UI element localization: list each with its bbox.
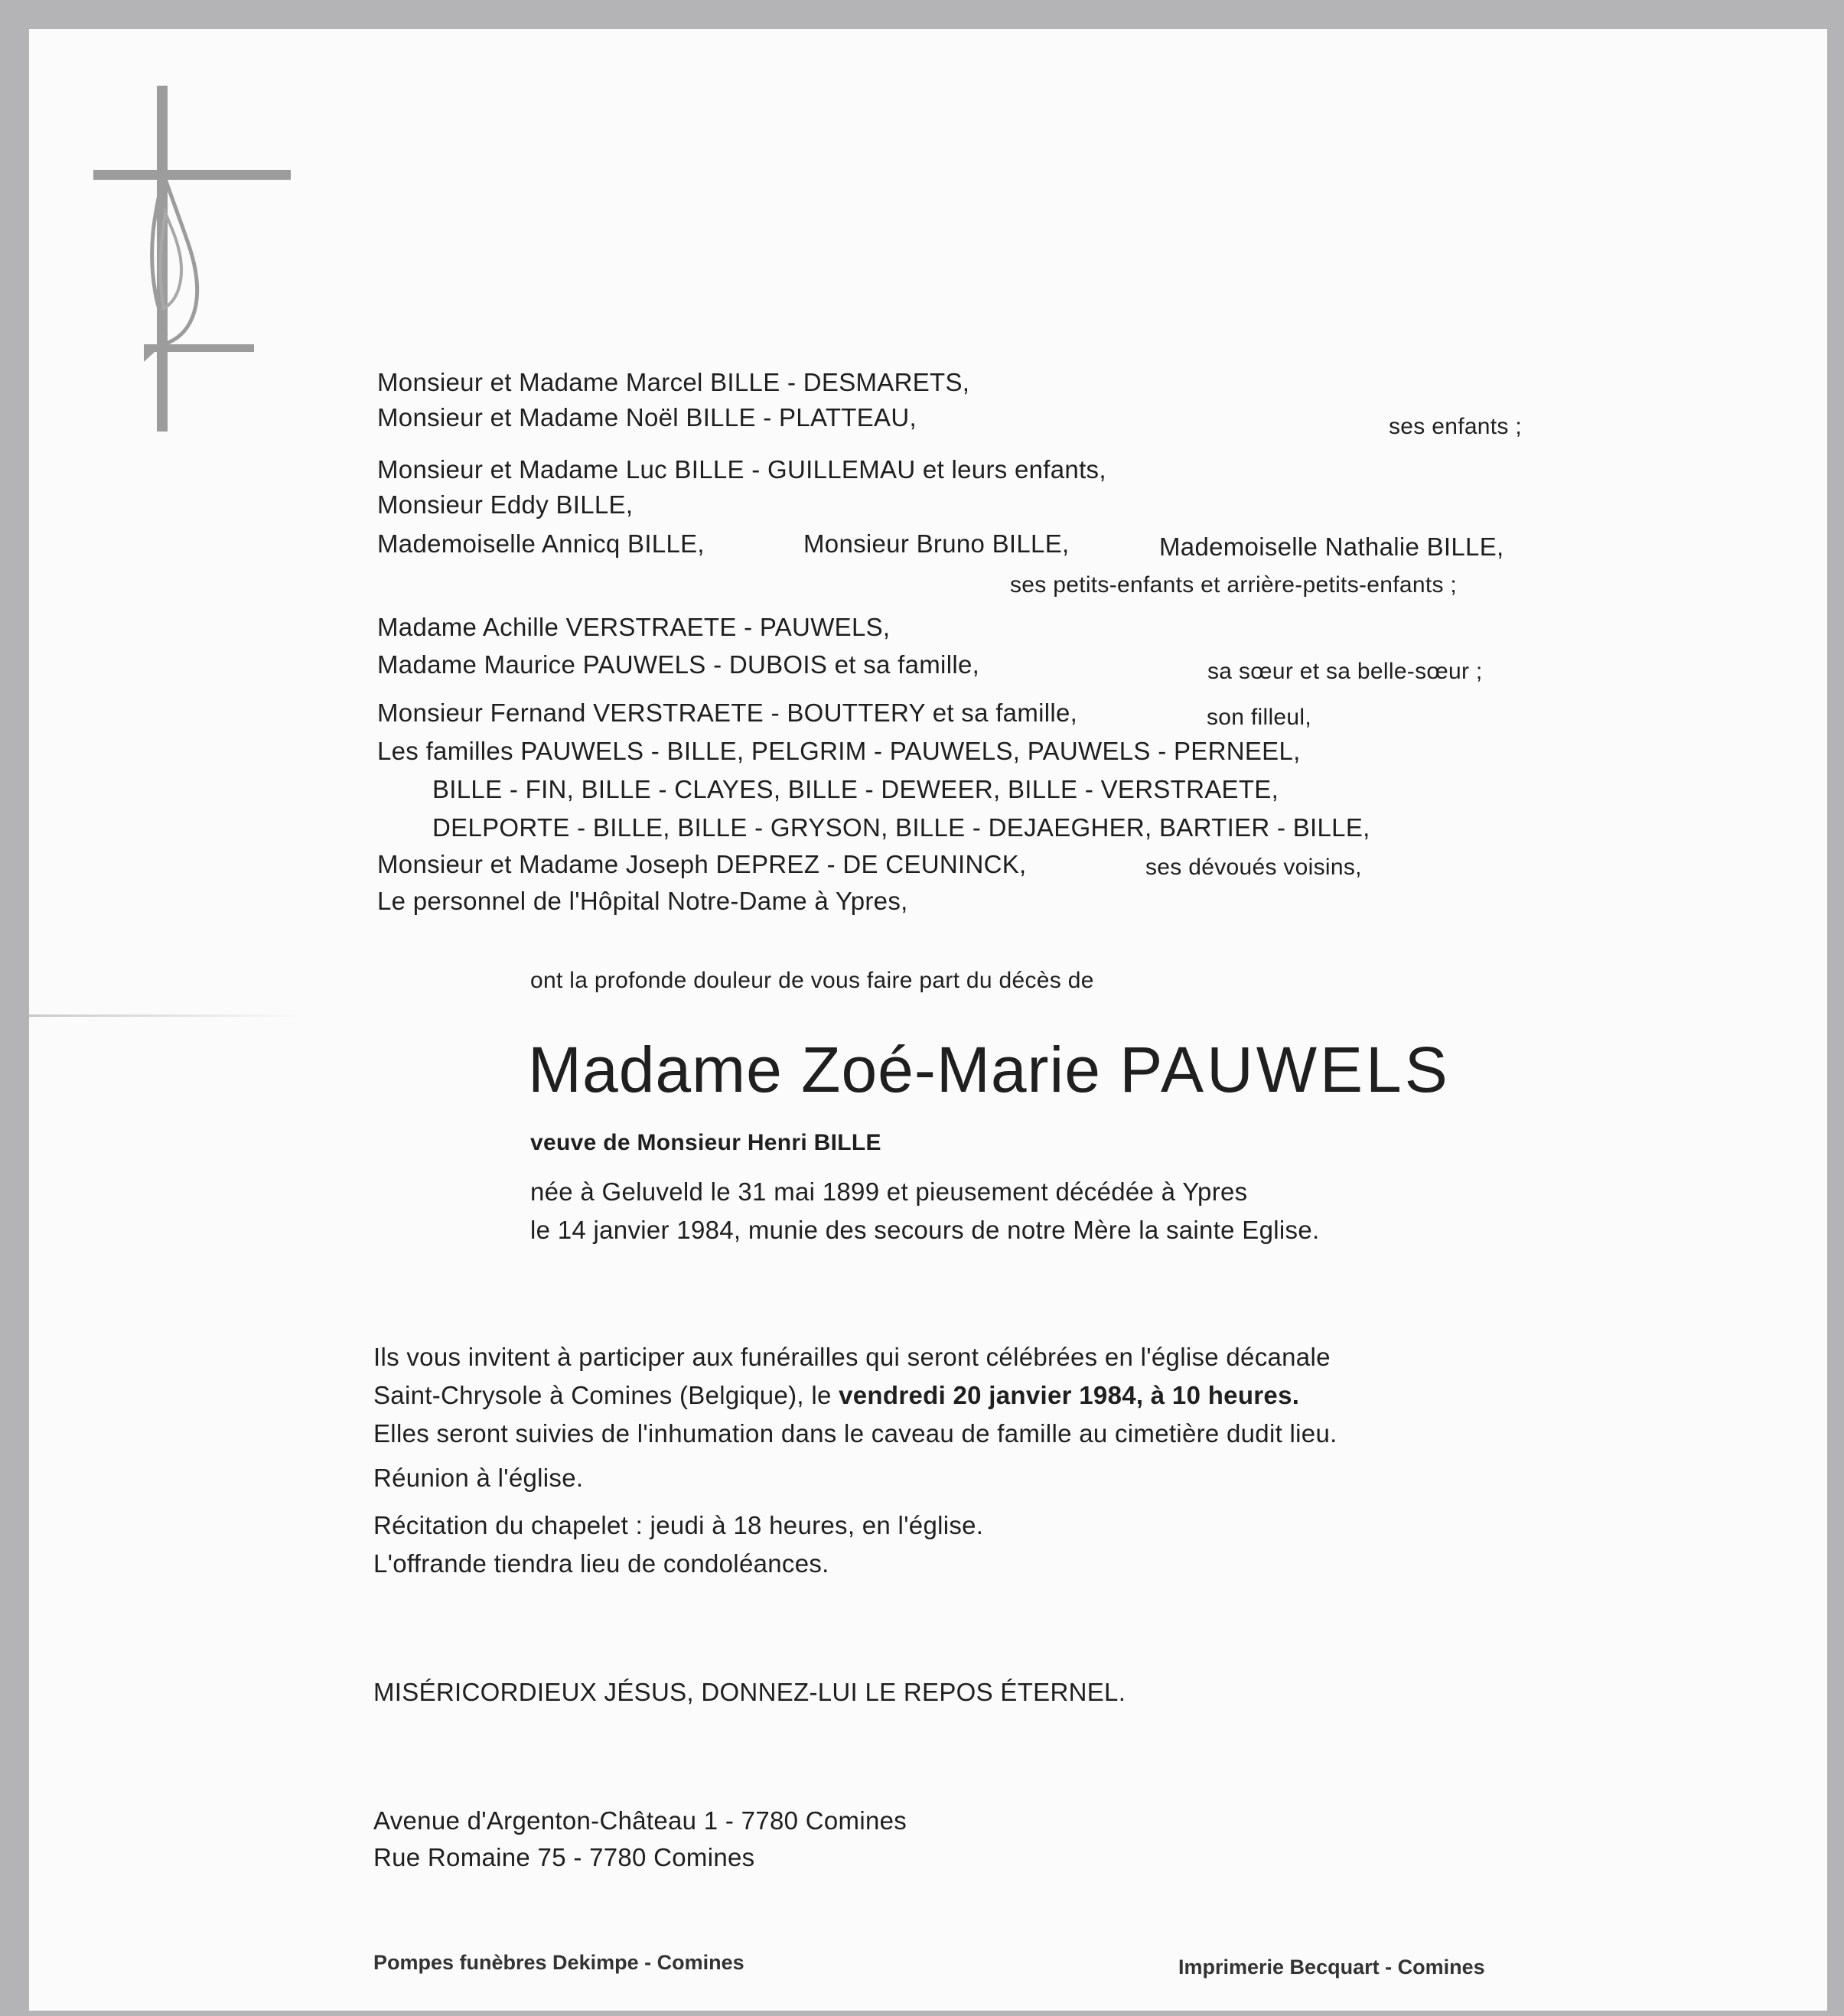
funeral-line: L'offrande tiendra lieu de condoléances. (373, 1549, 829, 1578)
family-line: Les familles PAUWELS - BILLE, PELGRIM - PAUWELS, PAUWELS - PERNEEL, (377, 737, 1301, 765)
family-line: Madame Maurice PAUWELS - DUBOIS et sa famille, (377, 650, 980, 679)
family-line: Monsieur et Madame Marcel BILLE - DESMARETS, (377, 368, 970, 396)
funeral-place: Saint-Chrysole à Comines (Belgique), le (373, 1381, 839, 1409)
relation-godson: son filleul, (1207, 705, 1312, 730)
address-line: Rue Romaine 75 - 7780 Comines (373, 1843, 755, 1871)
widow-line: veuve de Monsieur Henri BILLE (530, 1130, 881, 1155)
prayer: MISÉRICORDIEUX JÉSUS, DONNEZ-LUI LE REPOS ÉTERNEL. (373, 1678, 1126, 1706)
family-line: Monsieur Bruno BILLE, (803, 529, 1070, 558)
family-line: Madame Achille VERSTRAETE - PAUWELS, (377, 613, 891, 641)
funeral-line: Elles seront suivies de l'inhumation dans le caveau de famille au cimetière dudit lieu. (373, 1419, 1337, 1448)
relation-neighbours: ses dévoués voisins, (1145, 855, 1362, 880)
family-line: Mademoiselle Annicq BILLE, (377, 529, 705, 558)
printer-credit: Imprimerie Becquart - Comines (1178, 1956, 1485, 1979)
family-line: Monsieur et Madame Joseph DEPREZ - DE CEUNINCK, (377, 850, 1027, 878)
family-line: Monsieur Eddy BILLE, (377, 490, 634, 519)
funeral-date: vendredi 20 janvier 1984, à 10 heures. (839, 1381, 1300, 1409)
relation-children: ses enfants ; (1389, 414, 1522, 439)
funeral-card (29, 29, 1827, 2011)
relation-grandchildren: ses petits-enfants et arrière-petits-enfants ; (1010, 572, 1458, 598)
flame-icon (139, 144, 254, 366)
family-line: Monsieur Fernand VERSTRAETE - BOUTTERY et sa famille, (377, 699, 1078, 727)
family-line: Mademoiselle Nathalie BILLE, (1159, 532, 1504, 561)
relation-sister: sa sœur et sa belle-sœur ; (1207, 659, 1483, 684)
funeral-line: Récitation du chapelet : jeudi à 18 heures, en l'église. (373, 1511, 984, 1539)
funeral-line: Ils vous invitent à participer aux funérailles qui seront célébrées en l'église décanale (373, 1343, 1331, 1371)
address-line: Avenue d'Argenton-Château 1 - 7780 Comines (373, 1806, 907, 1835)
announcement: ont la profonde douleur de vous faire part du décès de (530, 968, 1094, 993)
deceased-name (528, 1031, 1451, 1108)
family-line: Monsieur et Madame Luc BILLE - GUILLEMAU et leurs enfants, (377, 455, 1106, 484)
funeral-line: Réunion à l'église. (373, 1464, 584, 1492)
family-line: Le personnel de l'Hôpital Notre-Dame à Ypres, (377, 887, 908, 915)
deceased-surname: PAUWELS (1119, 1034, 1451, 1106)
paper-fold (29, 1015, 305, 1017)
born-line: née à Geluveld le 31 mai 1899 et pieusement décédée à Ypres (530, 1177, 1248, 1206)
family-line: DELPORTE - BILLE, BILLE - GRYSON, BILLE - DEJAEGHER, BARTIER - BILLE, (432, 813, 1370, 842)
funeral-home-credit: Pompes funèbres Dekimpe - Comines (373, 1951, 744, 1974)
deceased-first-name: Madame Zoé-Marie (528, 1034, 1101, 1106)
family-line: Monsieur et Madame Noël BILLE - PLATTEAU, (377, 403, 917, 432)
died-line: le 14 janvier 1984, munie des secours de notre Mère la sainte Eglise. (530, 1216, 1320, 1244)
funeral-line (373, 1380, 1299, 1411)
family-line: BILLE - FIN, BILLE - CLAYES, BILLE - DEWEER, BILLE - VERSTRAETE, (432, 775, 1279, 803)
